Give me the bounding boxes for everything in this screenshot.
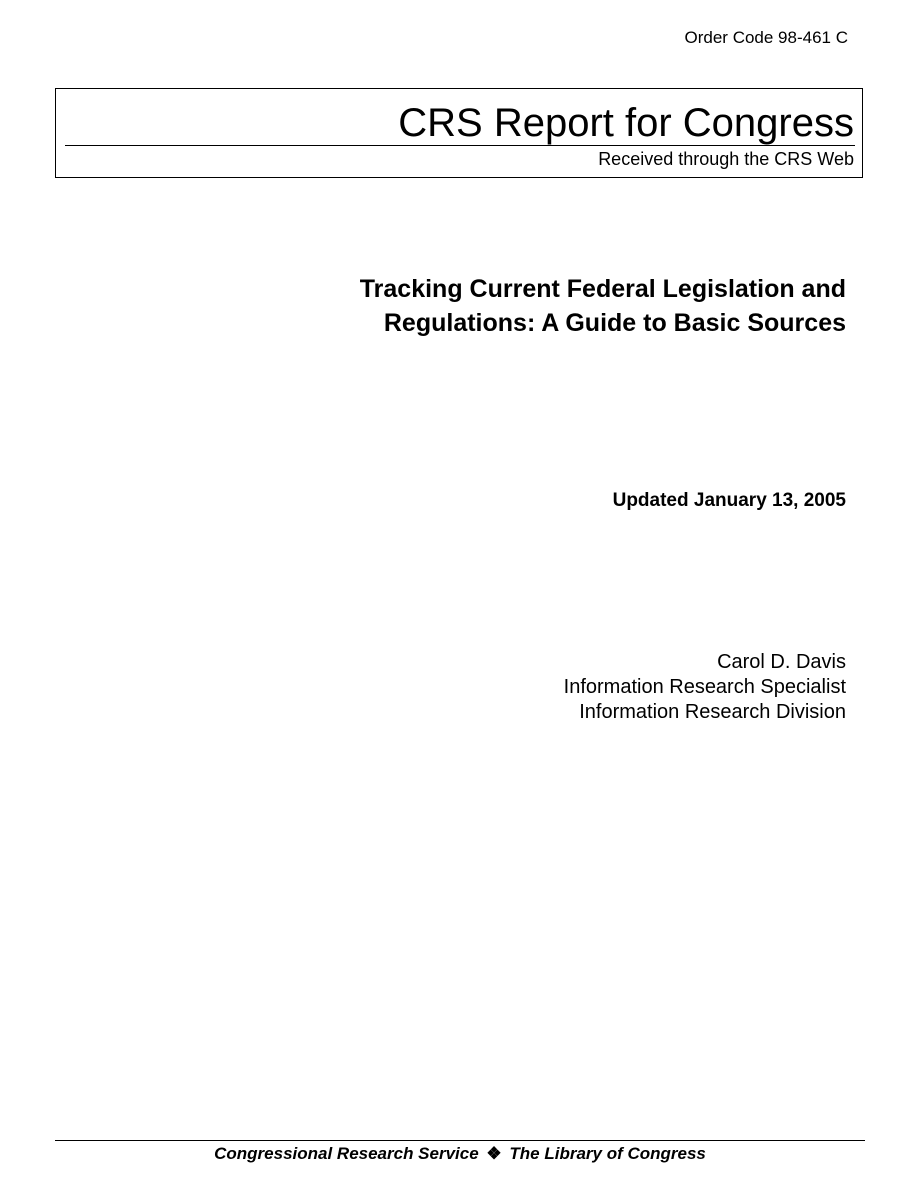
order-code: Order Code 98-461 C <box>684 28 848 47</box>
report-title-line-2: Regulations: A Guide to Basic Sources <box>383 309 846 337</box>
updated-date: Updated January 13, 2005 <box>612 490 846 511</box>
header-subtitle: Received through the CRS Web <box>598 149 854 169</box>
author-position: Information Research Specialist <box>563 676 846 698</box>
header-divider <box>65 145 855 146</box>
footer-divider <box>55 1140 865 1141</box>
footer-library: The Library of Congress <box>509 1144 706 1163</box>
report-header-box <box>55 88 863 178</box>
header-title: CRS Report for Congress <box>398 101 854 145</box>
report-title-line-1: Tracking Current Federal Legislation and <box>359 275 846 303</box>
author-name: Carol D. Davis <box>717 651 846 673</box>
diamond-separator-icon: ❖ <box>486 1144 502 1163</box>
author-division: Information Research Division <box>579 701 846 723</box>
author-block <box>564 650 846 725</box>
report-title <box>206 272 846 340</box>
footer <box>0 1143 920 1165</box>
footer-crs: Congressional Research Service <box>214 1144 479 1163</box>
